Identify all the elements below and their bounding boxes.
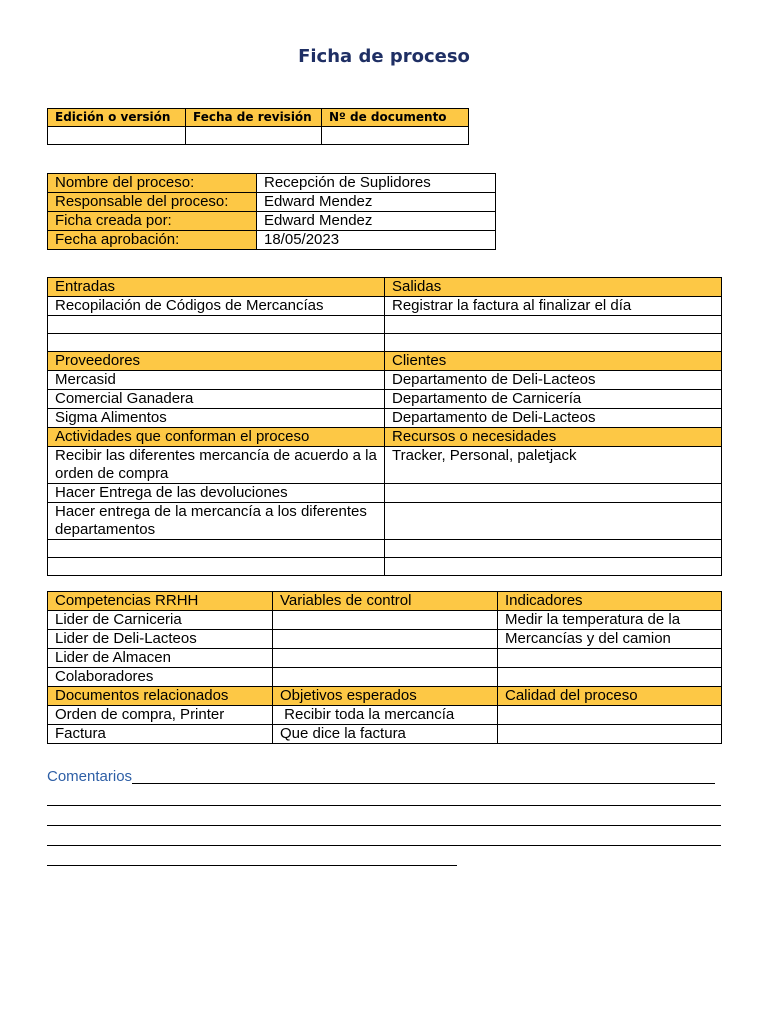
indicador-cell: Mercancías y del camion: [498, 630, 722, 649]
entrada-cell: [48, 334, 385, 352]
revision-date-header: Fecha de revisión: [186, 109, 322, 127]
recurso-cell: [385, 484, 722, 503]
comment-line: [132, 782, 715, 784]
variable-cell: [273, 668, 498, 687]
actividad-cell: [48, 540, 385, 558]
clientes-header: Clientes: [385, 352, 722, 371]
proveedor-cell: Sigma Alimentos: [48, 409, 385, 428]
process-name-value: Recepción de Suplidores: [257, 174, 496, 193]
variable-cell: [273, 630, 498, 649]
process-owner-value: Edward Mendez: [257, 193, 496, 212]
process-name-label: Nombre del proceso:: [48, 174, 257, 193]
objetivo-cell: Recibir toda la mercancía: [273, 706, 498, 725]
competencia-cell: Lider de Almacen: [48, 649, 273, 668]
variable-cell: [273, 649, 498, 668]
salida-cell: [385, 334, 722, 352]
version-table: [47, 108, 469, 145]
calidad-cell: [498, 706, 722, 725]
objetivos-header: Objetivos esperados: [273, 687, 498, 706]
proveedores-header: Proveedores: [48, 352, 385, 371]
indicador-cell: [498, 668, 722, 687]
comments-section: [47, 768, 721, 866]
indicador-cell: Medir la temperatura de la: [498, 611, 722, 630]
competencias-header: Competencias RRHH: [48, 592, 273, 611]
process-owner-label: Responsable del proceso:: [48, 193, 257, 212]
document-number-header: Nº de documento: [322, 109, 469, 127]
indicadores-header: Indicadores: [498, 592, 722, 611]
cliente-cell: Departamento de Deli-Lacteos: [385, 409, 722, 428]
version-value: [48, 127, 186, 145]
documentos-header: Documentos relacionados: [48, 687, 273, 706]
comment-line: [47, 846, 457, 866]
comment-line: [47, 786, 721, 806]
salidas-header: Salidas: [385, 278, 722, 297]
documento-cell: Orden de compra, Printer: [48, 706, 273, 725]
variable-cell: [273, 611, 498, 630]
indicador-cell: [498, 649, 722, 668]
variables-header: Variables de control: [273, 592, 498, 611]
entrada-cell: Recopilación de Códigos de Mercancías: [48, 297, 385, 316]
recurso-cell: [385, 540, 722, 558]
comments-label: Comentarios: [47, 768, 133, 785]
competencies-table: [47, 591, 722, 744]
actividad-cell: [48, 558, 385, 576]
competencia-cell: Lider de Carniceria: [48, 611, 273, 630]
actividad-cell: Hacer entrega de la mercancía a los diferentes departamentos: [48, 503, 385, 540]
page-title: Ficha de proceso: [298, 46, 470, 67]
objetivo-cell: Que dice la factura: [273, 725, 498, 744]
cliente-cell: Departamento de Carnicería: [385, 390, 722, 409]
revision-date-value: [186, 127, 322, 145]
process-info-table: [47, 173, 496, 250]
created-by-value: Edward Mendez: [257, 212, 496, 231]
entradas-header: Entradas: [48, 278, 385, 297]
calidad-header: Calidad del proceso: [498, 687, 722, 706]
version-header: Edición o versión: [48, 109, 186, 127]
competencia-cell: Colaboradores: [48, 668, 273, 687]
cliente-cell: Departamento de Deli-Lacteos: [385, 371, 722, 390]
document-number-value: [322, 127, 469, 145]
proveedor-cell: Comercial Ganadera: [48, 390, 385, 409]
approval-date-label: Fecha aprobación:: [48, 231, 257, 250]
actividades-header: Actividades que conforman el proceso: [48, 428, 385, 447]
competencia-cell: Lider de Deli-Lacteos: [48, 630, 273, 649]
recurso-cell: [385, 558, 722, 576]
recursos-header: Recursos o necesidades: [385, 428, 722, 447]
io-table: [47, 277, 722, 576]
salida-cell: [385, 316, 722, 334]
calidad-cell: [498, 725, 722, 744]
actividad-cell: Hacer Entrega de las devoluciones: [48, 484, 385, 503]
entrada-cell: [48, 316, 385, 334]
created-by-label: Ficha creada por:: [48, 212, 257, 231]
recurso-cell: [385, 503, 722, 540]
comment-line: [47, 826, 721, 846]
salida-cell: Registrar la factura al finalizar el día: [385, 297, 722, 316]
comment-line: [47, 806, 721, 826]
proveedor-cell: Mercasid: [48, 371, 385, 390]
actividad-cell: Recibir las diferentes mercancía de acuerdo a la orden de compra: [48, 447, 385, 484]
approval-date-value: 18/05/2023: [257, 231, 496, 250]
recurso-cell: Tracker, Personal, paletjack: [385, 447, 722, 484]
documento-cell: Factura: [48, 725, 273, 744]
